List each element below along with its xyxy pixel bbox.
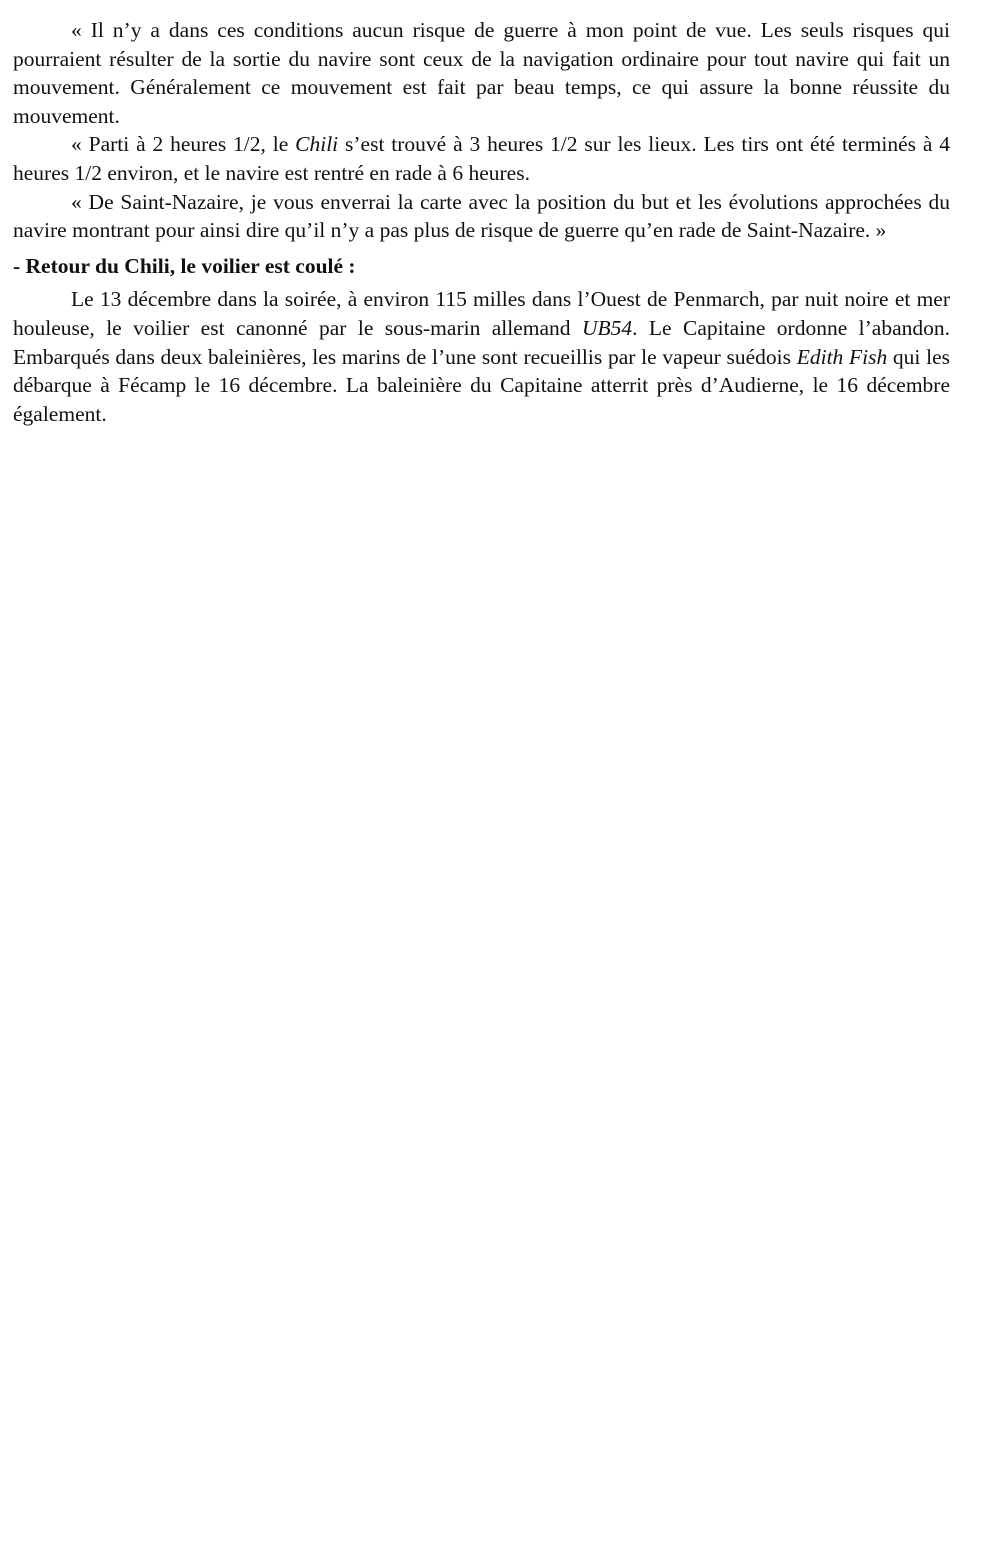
paragraph-text-after: s’est trouvé à 3 heures 1/2 sur les lieux. Les tirs ont été terminés à 4 heures 1/2 environ, et le navire est rentré en rade à 6 heures. [13,132,950,185]
steamer-name: Edith Fish [796,344,888,369]
submarine-name: UB54 [581,315,633,340]
paragraph-saint-nazaire-map [13,188,950,245]
paragraph-text-before: « Parti à 2 heures 1/2, le [71,132,296,157]
paragraph-firing-timeline [13,130,950,187]
paragraph-text-part1: Le 13 décembre dans la soirée, à environ 115 milles dans l’Ouest de Penmarch, par nuit noire et mer houleuse, le voilier est canonné par le sous-marin allemand [13,287,950,340]
document-page [13,16,950,428]
paragraph-sinking [13,285,950,428]
ship-name-chili: Chili [295,132,339,157]
paragraph-text-part2: . Le Capitaine ordonne l’abandon. Embarqués dans deux baleinières, les marins de l’une sont recueillis par le vapeur suédois [13,315,950,369]
paragraph-text-part3: qui les débarque à Fécamp le 16 décembre. La baleinière du Capitaine atterrit près d’Audierne, le 16 décembre également. [13,344,950,426]
section-heading: - Retour du Chili, le voilier est coulé : [13,253,356,278]
paragraph-text: « Il n’y a dans ces conditions aucun risque de guerre à mon point de vue. Les seuls risques qui pourraient résulter de la sortie du navire sont ceux de la navigation ordinaire pour tout navire qui fait un mouvement. Généralement ce mouvement est fait par beau temps, ce qui assure la bonne réussite du mouvement. [13,18,950,128]
paragraph-no-war-risk [13,16,950,130]
paragraph-text: « De Saint-Nazaire, je vous enverrai la carte avec la position du but et les évolutions approchées du navire montrant pour ainsi dire qu’il n’y a pas plus de risque de guerre qu’en rade de Saint-Nazaire. » [13,189,950,243]
